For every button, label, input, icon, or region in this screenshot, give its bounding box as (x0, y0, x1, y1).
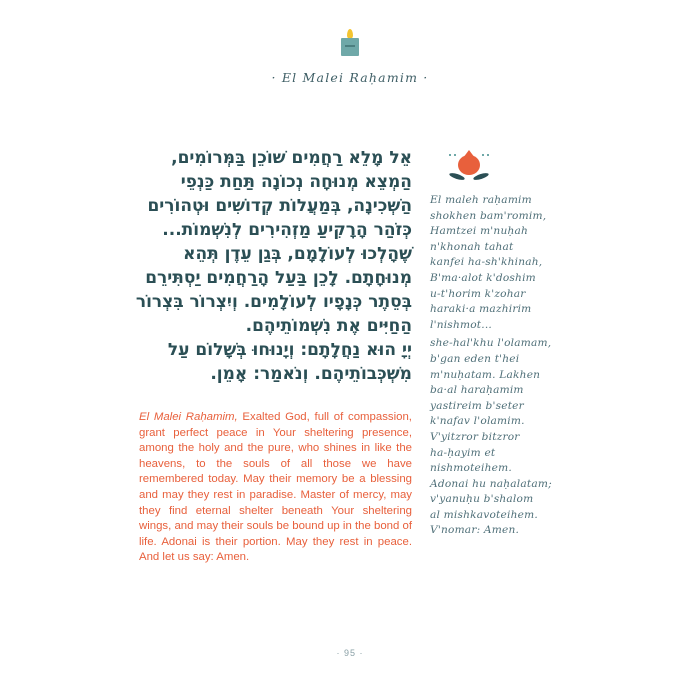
translit-line: El maleh raḥamim (430, 194, 532, 206)
translit-line: ha-ḥayim et (430, 446, 496, 459)
pomegranate-icon (447, 145, 491, 185)
memorial-candle-icon (339, 26, 361, 66)
hebrew-line: הַשְּׁכִינָה, בְּמַעֲלוֹת קְדוֹשִׁים וּטְהוֹרִים (147, 196, 412, 216)
english-translation-title: El Malei Raḥamim, (139, 411, 238, 423)
translit-line: nishmoteihem. (430, 462, 512, 475)
translit-line: ba·al haraḥamim (430, 384, 524, 397)
translit-line: v'yanuḥu b'shalom (430, 493, 534, 506)
translit-line: V'nomar: Amen. (430, 524, 520, 537)
english-translation-body: Exalted God, full of compassion, grant perfect peace in Your sheltering presence, among the holy and the pure, who shines in like the heavens, to the souls of all those we have remembered today. May their memory be a blessing and may they rest in paradise. Master of mercy, may they find eternal shelter beneath Your sheltering wings, and may their souls be bound up in the bond of life. Adonai is their portion. May they rest in peace. And let us say: Amen. (139, 411, 412, 564)
page-header (0, 26, 700, 85)
translit-line: m'nuḥatam. Lakhen (430, 368, 541, 381)
pomegranate-fruit (458, 155, 480, 175)
translit-line: B'ma·alot k'doshim (430, 271, 536, 284)
translit-line: shokhen bam'romim, (430, 209, 547, 222)
section-title: · El Malei Raḥamim · (271, 70, 429, 85)
hebrew-line: שֶׁהָלְכוּ לְעוֹלָמָם, בְּגַן עֵדֶן תְּהֵא (183, 244, 412, 264)
hebrew-line: הַמְצֵא מְנוּחָה נְכוֹנָה תַּחַת כַּנְפֵי (180, 172, 412, 192)
translit-line: b'gan eden t'hei (430, 352, 520, 365)
transliteration-column (430, 145, 570, 539)
transliteration-text (430, 193, 570, 539)
candle-body (341, 38, 359, 56)
hebrew-line: מְנוּחָתָם. לָכֵן בַּעַל הָרַחֲמִים יַסְתִּירֵם (145, 268, 412, 288)
translit-line: n'khonah tahat (430, 240, 514, 253)
translit-line: u-t'horim k'zohar (430, 287, 526, 300)
hebrew-line: מִשְׁכְּבוֹתֵיהֶם. וְנֹאמַר: אָמֵן. (210, 364, 412, 384)
translit-line: haraki·a mazhirim (430, 303, 532, 316)
hebrew-line: הַחַיִּים אֶת נִשְׁמוֹתֵיהֶם. (245, 316, 412, 336)
translit-line: yastireim b'seter (430, 399, 524, 412)
translit-line: kanfei ha-sh'khinah, (430, 256, 543, 269)
english-translation (139, 410, 412, 566)
hebrew-prayer-text (135, 146, 412, 386)
candle-label (345, 45, 355, 47)
translit-line: Adonai hu naḥalatam; (430, 477, 552, 490)
hebrew-line: בְּסֵתֶר כְּנָפָיו לְעוֹלָמִים. וְיִצְרוֹר בִּצְרוֹר (135, 292, 412, 312)
sparkle-right (482, 154, 489, 158)
page-number: · 95 · (336, 648, 364, 658)
translit-line: Hamtzei m'nuḥah (430, 225, 529, 238)
hebrew-line: כְּזֹהַר הָרָקִיעַ מַזְהִירִים לְנִשְׁמוֹת... (162, 220, 412, 240)
hebrew-line: אֵל מָלֵא רַחֲמִים שׁוֹכֵן בַּמְּרוֹמִים, (171, 148, 412, 168)
translit-line: al mishkavoteihem. (430, 508, 538, 521)
hebrew-line: יְיָ הוּא נַחֲלָתָם: וְיָנוּחוּ בְּשָׁלוֹם עַל (167, 340, 412, 360)
translit-line: she-hal'khu l'olamam, (430, 337, 552, 350)
sparkle-left (449, 154, 456, 158)
translit-line: l'nishmot... (430, 318, 492, 331)
translit-line: k'nafav l'olamim. (430, 415, 525, 428)
translit-line: V'yitzror bitzror (430, 430, 520, 443)
